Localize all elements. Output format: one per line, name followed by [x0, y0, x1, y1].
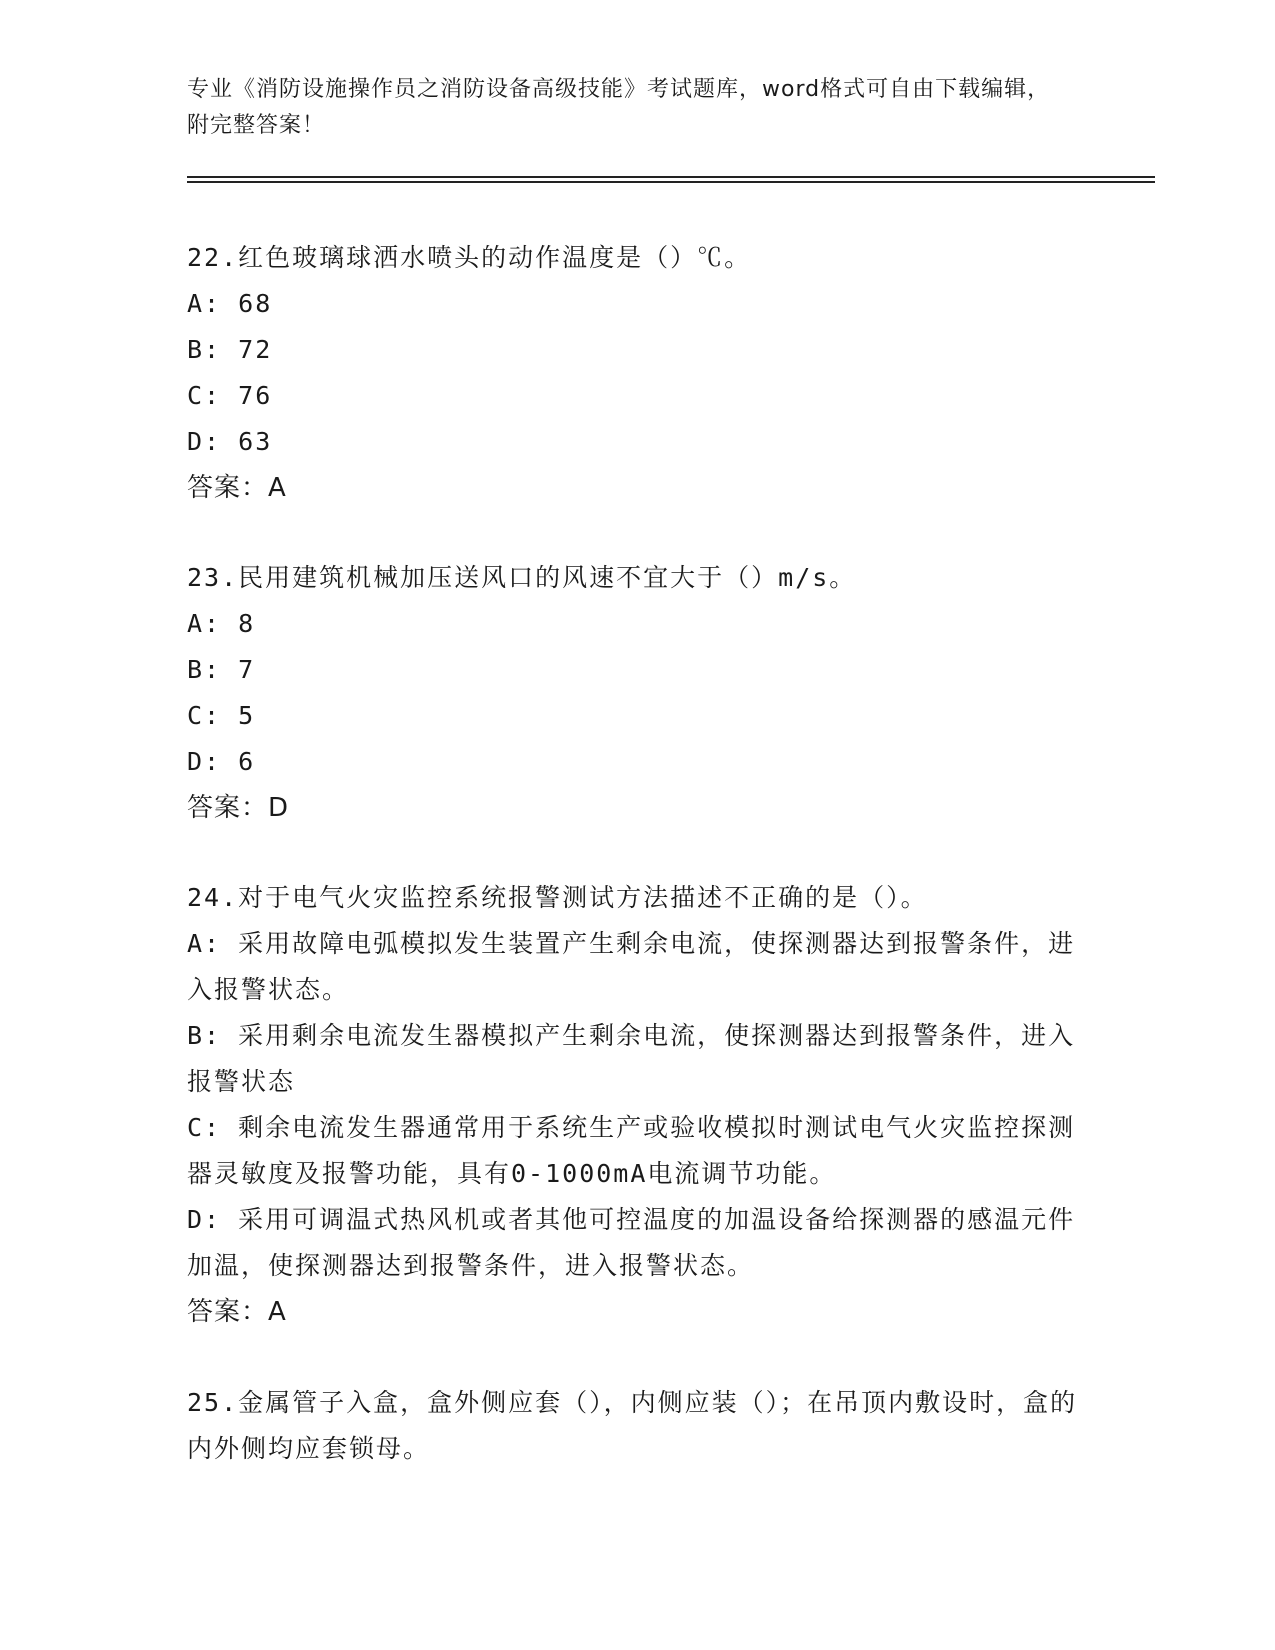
question-stem: 22.红色玻璃球洒水喷头的动作温度是（）℃。 — [187, 243, 752, 272]
option-c: C: 5 — [187, 701, 256, 730]
question-24 — [187, 875, 1087, 1335]
question-stem: 23.民用建筑机械加压送风口的风速不宜大于（）m/s。 — [187, 563, 857, 592]
header-divider-bottom — [187, 181, 1155, 183]
question-23 — [187, 555, 1087, 831]
option-d: D: 63 — [187, 427, 273, 456]
option-c: C: 76 — [187, 381, 273, 410]
answer-label: 答案：D — [187, 793, 290, 823]
option-a: A: 68 — [187, 289, 273, 318]
document-header: 专业《消防设施操作员之消防设备高级技能》考试题库，word格式可自由下载编辑，附完整答案！ — [187, 77, 1051, 138]
question-stem: 25.金属管子入盒，盒外侧应套（），内侧应装（）；在吊顶内敷设时，盒的内外侧均应套锁母。 — [187, 1388, 1078, 1463]
question-stem: 24.对于电气火灾监控系统报警测试方法描述不正确的是（）。 — [187, 883, 928, 912]
option-a: A: 采用故障电弧模拟发生装置产生剩余电流，使探测器达到报警条件，进入报警状态。 — [187, 929, 1076, 1004]
header-divider-top — [187, 176, 1155, 178]
option-b: B: 72 — [187, 335, 273, 364]
answer-label: 答案：A — [187, 473, 287, 503]
option-b: B: 7 — [187, 655, 256, 684]
question-22 — [187, 235, 1087, 511]
option-c: C: 剩余电流发生器通常用于系统生产或验收模拟时测试电气火灾监控探测器灵敏度及报警功能，具有0-1000mA电流调节功能。 — [187, 1113, 1076, 1188]
question-25 — [187, 1380, 1087, 1472]
option-b: B: 采用剩余电流发生器模拟产生剩余电流，使探测器达到报警条件，进入报警状态 — [187, 1021, 1076, 1096]
option-d: D: 采用可调温式热风机或者其他可控温度的加温设备给探测器的感温元件加温，使探测器达到报警条件，进入报警状态。 — [187, 1205, 1076, 1280]
answer-label: 答案：A — [187, 1297, 287, 1327]
option-d: D: 6 — [187, 747, 256, 776]
option-a: A: 8 — [187, 609, 256, 638]
